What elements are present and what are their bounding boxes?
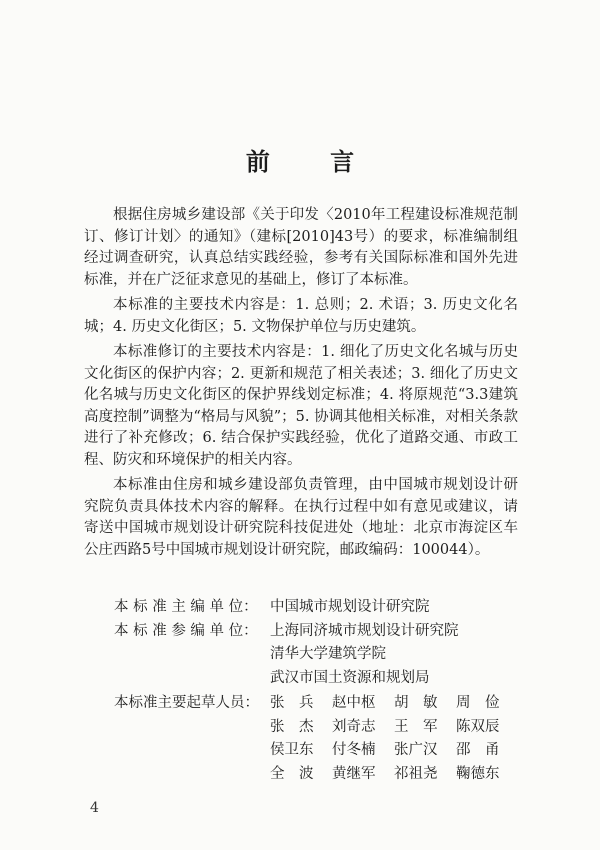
participating-org: 武汉市国土资源和规划局 (270, 669, 430, 686)
drafters-row (114, 693, 534, 785)
drafter-name: 王 军 (394, 718, 438, 735)
drafter-name: 张 兵 (270, 695, 314, 711)
drafter-name: 张广汉 (394, 742, 438, 758)
drafter-name: 全 波 (270, 765, 314, 782)
paragraph-basis: 根据住房城乡建设部《关于印发〈2010年工程建设标准规范制订、修订计划〉的通知》（建标[2010]43号）的要求，标准编制组经过调查研究，认真总结实践经验，参考有关国际标准和国外先进标准，并在广泛征求意见的基础上，修订了本标准。 (84, 207, 518, 288)
page-number: 4 (90, 800, 99, 816)
drafter-name: 付冬楠 (332, 742, 376, 758)
drafters-label: 本标准主要起草人员： (114, 695, 259, 711)
drafter-name: 张 杰 (270, 718, 314, 735)
chief-editor-row (114, 597, 534, 619)
paragraph-revision-content: 本标准修订的主要技术内容是：1. 细化了历史文化名城与历史文化街区的保护内容；2. 更新和规范了相关表述；3. 细化了历史文化名城与历史文化街区的保护界线划定标准；4. 将原规范“3.3建筑高度控制”调整为“格局与风貌”；5. 协调其他相关标准，对相关条款进行了补充修改；6. 结合保护实践经验，优化了道路交通、市政工程、防灾和环境保护的相关内容。 (84, 344, 518, 468)
participating-org-list (270, 621, 459, 692)
drafter-name: 胡 敏 (394, 695, 438, 711)
foreword-body (84, 205, 518, 561)
chief-editor-label: 本 标 准 主 编 单 位： (114, 599, 258, 615)
participating-org: 上海同济城市规划设计研究院 (270, 622, 459, 639)
drafter-name: 邵 甬 (456, 742, 500, 758)
drafter-name: 赵中枢 (332, 695, 376, 711)
drafter-name: 祁祖尧 (394, 765, 438, 782)
credits-block (114, 597, 534, 787)
page-title: 前 言 (245, 147, 381, 176)
drafter-name: 周 俭 (456, 695, 500, 711)
drafter-grid (270, 693, 518, 785)
drafter-name: 侯卫东 (270, 742, 314, 758)
drafter-name: 黄继军 (332, 765, 376, 782)
participating-org: 清华大学建筑学院 (270, 646, 386, 662)
drafter-name: 刘奇志 (332, 718, 376, 735)
chief-editor-org: 中国城市规划设计研究院 (270, 599, 430, 615)
paragraph-management: 本标准由住房和城乡建设部负责管理，由中国城市规划设计研究院负责具体技术内容的解释。在执行过程中如有意见或建议，请寄送中国城市规划设计研究院科技促进处（地址：北京市海淀区车公庄西路5号中国城市规划设计研究院，邮政编码：100044）。 (84, 477, 518, 558)
drafter-name: 鞠德东 (456, 765, 500, 782)
paragraph-main-content: 本标准的主要技术内容是：1. 总则；2. 术语；3. 历史文化名城；4. 历史文化街区；5. 文物保护单位与历史建筑。 (84, 297, 518, 335)
participating-label: 本 标 准 参 编 单 位： (114, 622, 258, 639)
drafter-name: 陈双辰 (456, 718, 500, 735)
participating-row (114, 621, 534, 692)
